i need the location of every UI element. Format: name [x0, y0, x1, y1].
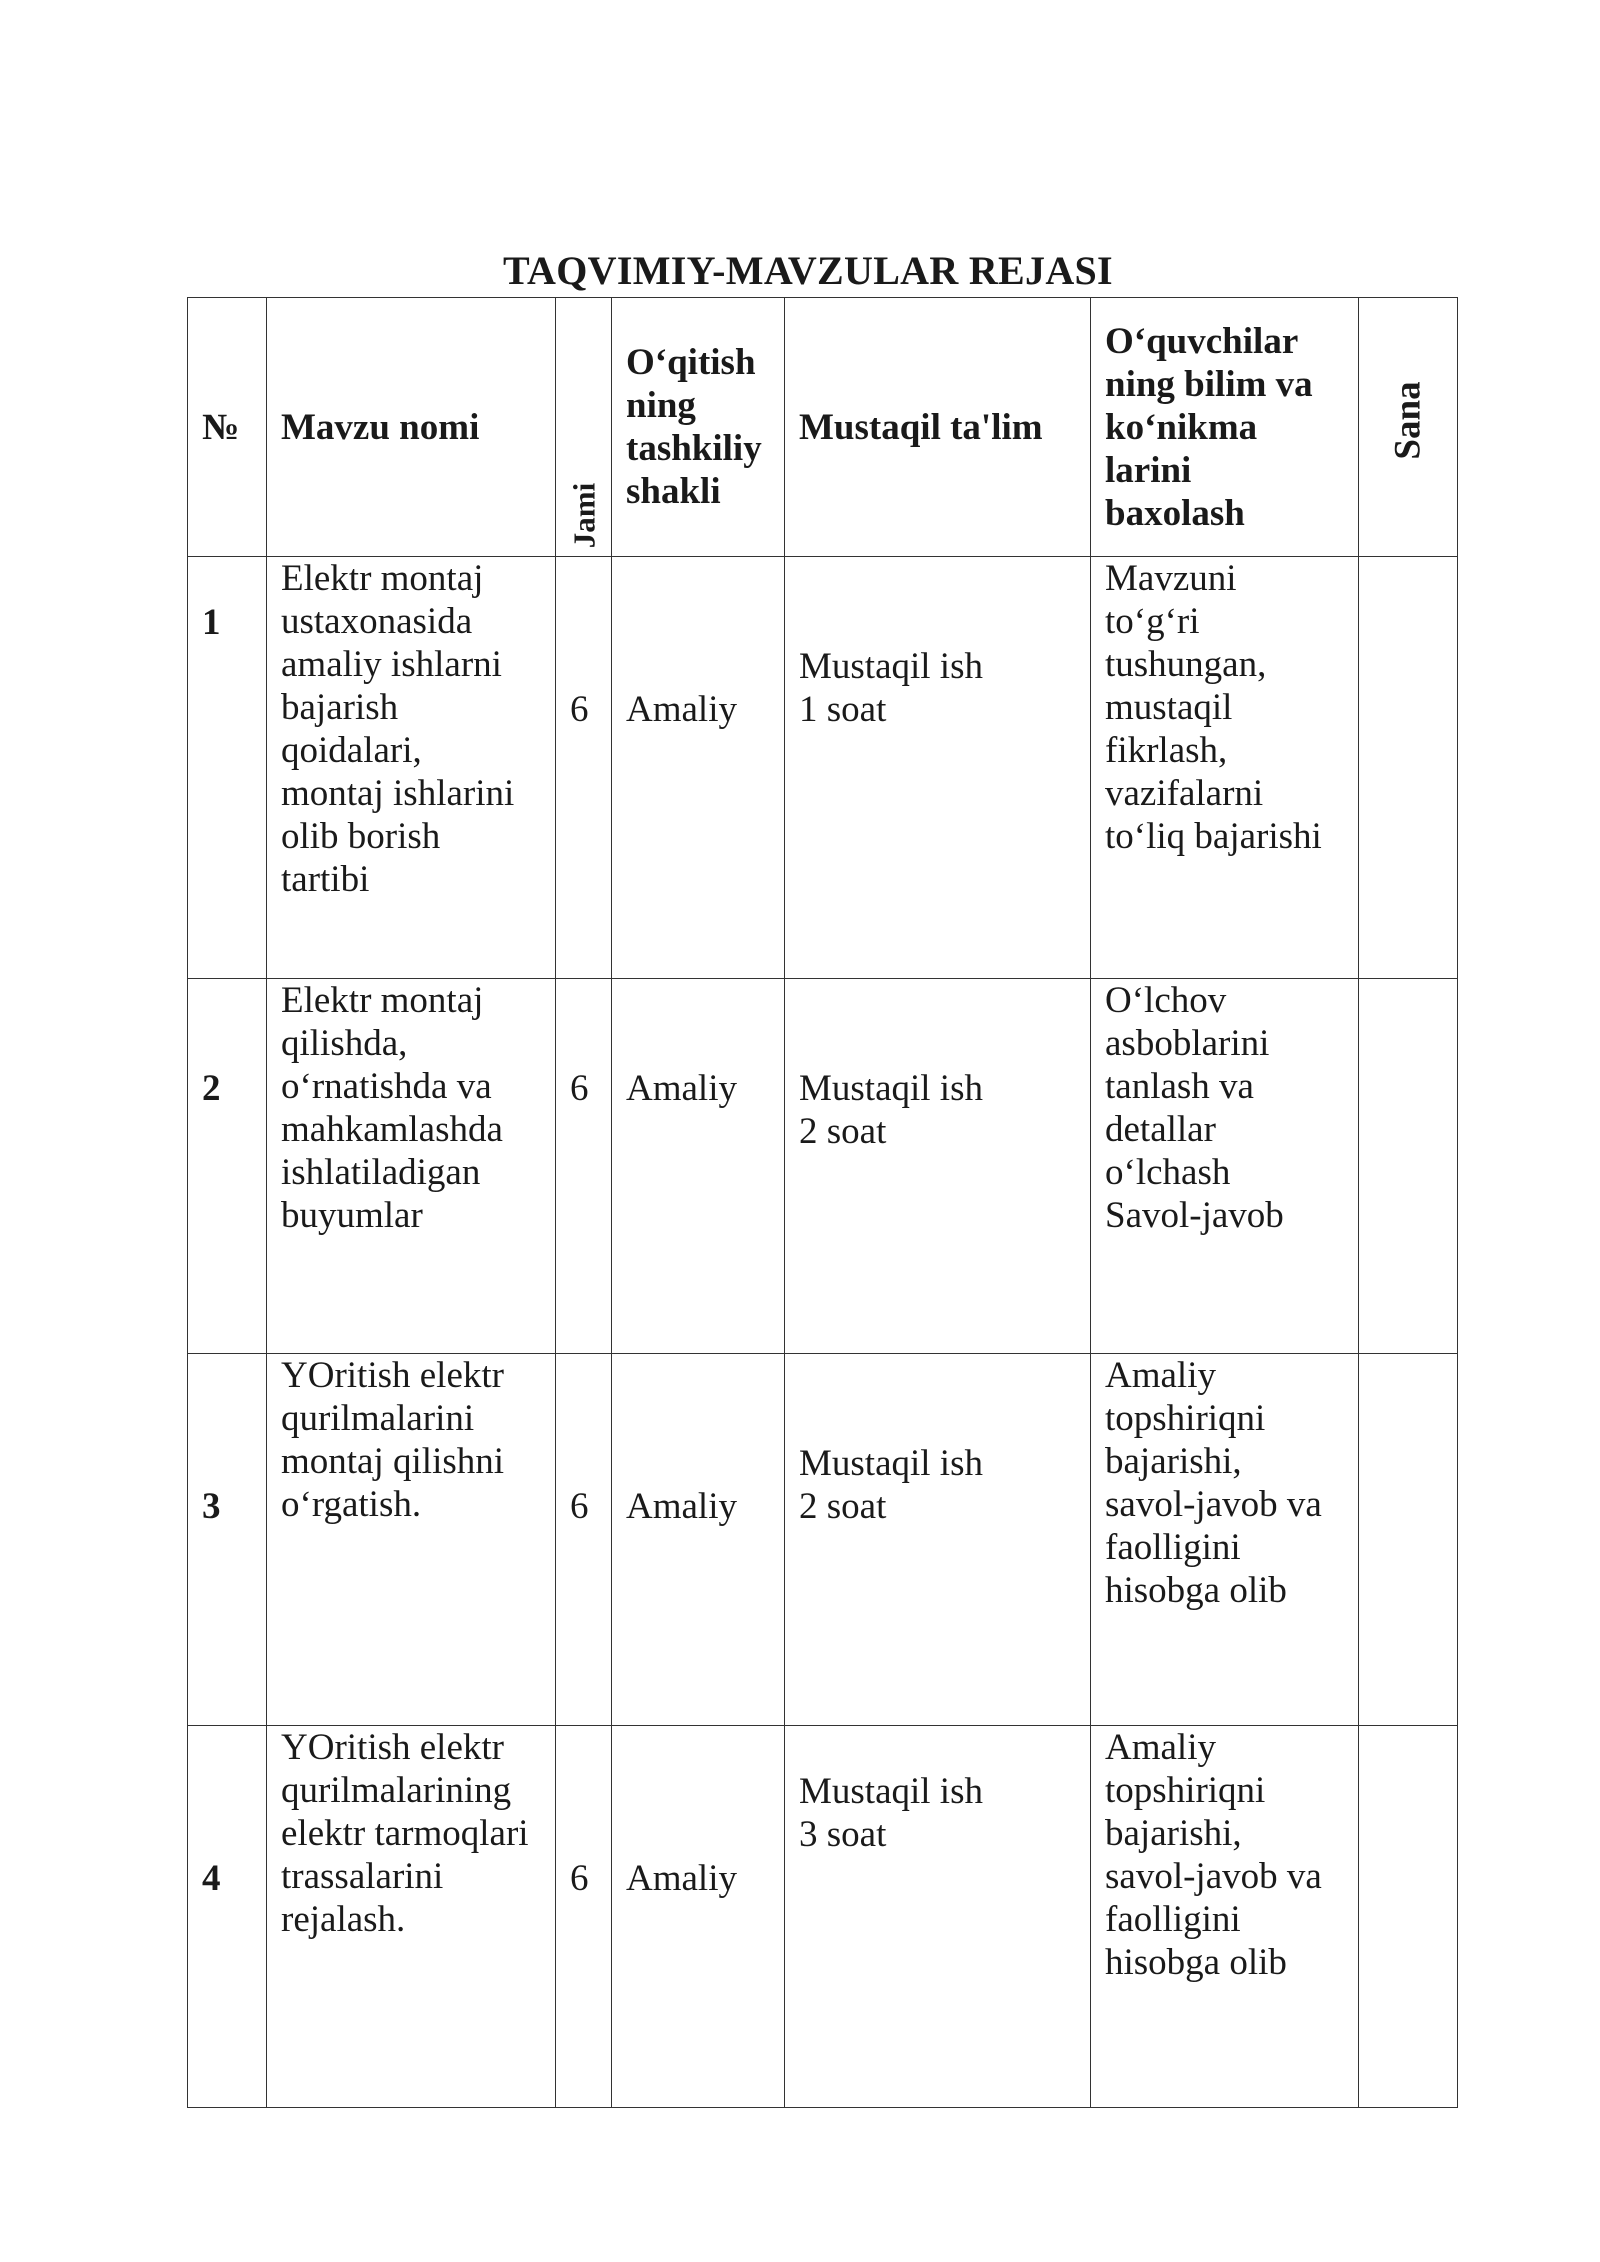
row-self-study: Mustaqil ish 3 soat: [785, 1726, 1091, 2108]
header-date-label: Sana: [1387, 381, 1429, 460]
row-form: Amaliy: [612, 557, 785, 979]
row-number: 4: [188, 1726, 267, 2108]
row-assessment: Amaliy topshiriqni bajarishi, savol-javob va faolligini hisobga olib: [1091, 1726, 1359, 2108]
row-date: [1359, 557, 1458, 979]
row-date: [1359, 1354, 1458, 1726]
row-self-study: Mustaqil ish 2 soat: [785, 1354, 1091, 1726]
row-topic: YOritish elektr qurilmalarini montaj qilishni o‘rgatish.: [267, 1354, 556, 1726]
row-total: 6: [556, 979, 612, 1354]
row-form: Amaliy: [612, 1726, 785, 2108]
row-topic: Elektr montaj ustaxonasida amaliy ishlarni bajarish qoidalari, montaj ishlarini olib borish tartibi: [267, 557, 556, 979]
header-form: O‘qitish ning tashkiliy shakli: [612, 298, 785, 557]
header-total: [556, 298, 612, 557]
row-total: 6: [556, 557, 612, 979]
row-assessment: Amaliy topshiriqni bajarishi, savol-javob va faolligini hisobga olib: [1091, 1354, 1359, 1726]
header-number: №: [188, 298, 267, 557]
header-date: [1359, 298, 1458, 557]
document-title: TAQVIMIY-MAVZULAR REJASI: [503, 248, 1113, 293]
calendar-plan-table: [187, 297, 1458, 2108]
table-row: [188, 557, 1458, 979]
row-total: 6: [556, 1726, 612, 2108]
row-self-study: Mustaqil ish 2 soat: [785, 979, 1091, 1354]
row-date: [1359, 979, 1458, 1354]
row-form: Amaliy: [612, 979, 785, 1354]
header-assessment: O‘quvchilar ning bilim va ko‘nikma larini baxolash: [1091, 298, 1359, 557]
row-number: 3: [188, 1354, 267, 1726]
row-topic: Elektr montaj qilishda, o‘rnatishda va mahkamlashda ishlatiladigan buyumlar: [267, 979, 556, 1354]
row-date: [1359, 1726, 1458, 2108]
table-row: [188, 1354, 1458, 1726]
header-self-study: Mustaqil ta'lim: [785, 298, 1091, 557]
table-row: [188, 1726, 1458, 2108]
header-total-label: Jami: [566, 482, 601, 549]
row-number: 1: [188, 557, 267, 979]
table-row: [188, 979, 1458, 1354]
row-form: Amaliy: [612, 1354, 785, 1726]
row-number: 2: [188, 979, 267, 1354]
row-total: 6: [556, 1354, 612, 1726]
header-row: [188, 298, 1458, 557]
row-self-study: Mustaqil ish 1 soat: [785, 557, 1091, 979]
row-assessment: O‘lchov asboblarini tanlash va detallar o‘lchash Savol-javob: [1091, 979, 1359, 1354]
row-assessment: Mavzuni to‘g‘ri tushungan, mustaqil fikrlash, vazifalarni to‘liq bajarishi: [1091, 557, 1359, 979]
header-topic: Mavzu nomi: [267, 298, 556, 557]
row-topic: YOritish elektr qurilmalarining elektr tarmoqlari trassalarini rejalash.: [267, 1726, 556, 2108]
